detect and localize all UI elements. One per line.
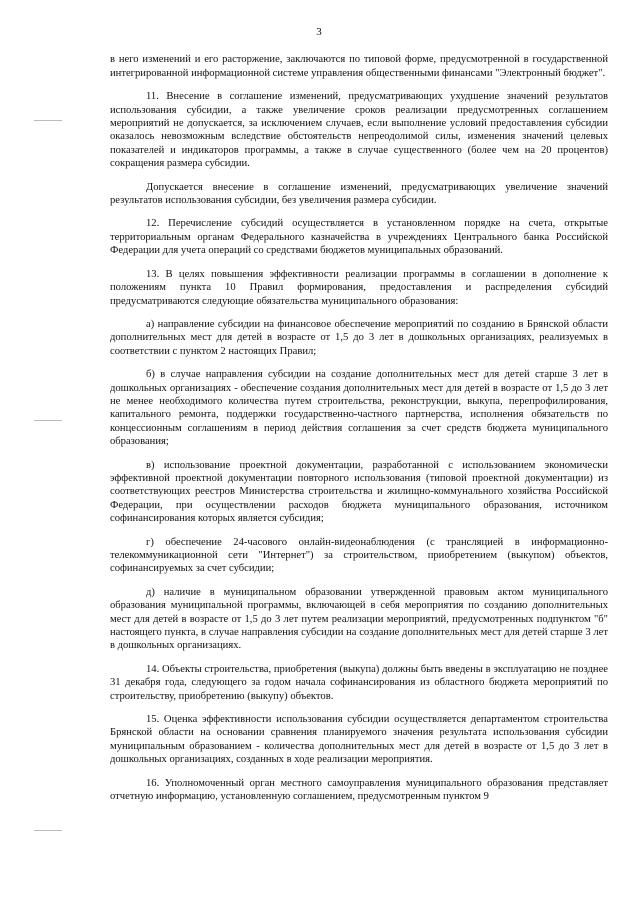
- paragraph-13-a: а) направление субсидии на финансовое обеспечение мероприятий по созданию в Брянской области дополнительных мест для детей в возрасте от 1,5 до 3 лет в дошкольных организациях, реализуемых в соответствии с пунктом 2 настоящих Правил;: [110, 318, 608, 357]
- paragraph-13: 13. В целях повышения эффективности реализации программы в соглашении в дополнение к положениям пункта 10 Правил формирования, предоставления и распределения субсидий предусматриваются следующие обязательства муниципального образования:: [110, 268, 608, 307]
- scan-margin-marks: [34, 0, 74, 905]
- page-number: 3: [316, 26, 322, 38]
- paragraph-11: 11. Внесение в соглашение изменений, предусматривающих ухудшение значений результатов использования субсидии, а также увеличение сроков реализации предусмотренных соглашением мероприятий не допускается, за исключением случаев, если выполнение условий предоставления субсидии оказалось невозможным вследствие обстоятельств непреодолимой силы, изменения значений целевых показателей и индикаторов программы, а также в случае существенного (более чем на 20 процентов) сокращения размера субсидии.: [110, 91, 608, 170]
- paragraph-14: 14. Объекты строительства, приобретения (выкупа) должны быть введены в эксплуатацию не позднее 31 декабря года, следующего за годом начала софинансирования из областного бюджета мероприятий по строительству, приобретению (выкупу) объектов.: [110, 663, 608, 702]
- paragraph-16: 16. Уполномоченный орган местного самоуправления муниципального образования представляет отчетную информацию, установленную соглашением, предусмотренным пунктом 9: [110, 777, 608, 803]
- paragraph-13-g: г) обеспечение 24-часового онлайн-видеонаблюдения (с трансляцией в информационно-телекоммуникационной сети "Интернет") за строительством, приобретением (выкупом) объектов, софинансируемых за счет субсидии;: [110, 536, 608, 575]
- paragraph-continuation: в него изменений и его расторжение, заключаются по типовой форме, предусмотренной в государственной интегрированной информационной системе управления общественными финансами "Электронный бюджет".: [110, 54, 608, 79]
- paragraph-13-d: д) наличие в муниципальном образовании утвержденной правовым актом муниципального образования муниципальной программы, включающей в себя мероприятия по созданию дополнительных мест для детей в возрасте от 1,5 до 3 лет путем реализации мероприятий, предусмотренных подпунктом "б" настоящего пункта, в случае направления субсидии на создание дополнительных мест для детей старше 3 лет в дошкольных организациях.: [110, 586, 608, 652]
- paragraph-13-b: б) в случае направления субсидии на создание дополнительных мест для детей старше 3 лет в дошкольных организациях - обеспечение создания дополнительных мест для детей в возрасте от 1,5 до 3 лет не менее необходимого количества путем строительства, реконструкции, выкупа, перепрофилирования, капитального ремонта, поддержки государственно-частного партнерства, исполнения обязательств по концессионным соглашениям в период действия соглашения за счет средств бюджета муниципального образования;: [110, 369, 608, 448]
- paragraph-12: 12. Перечисление субсидий осуществляется в установленном порядке на счета, открытые территориальным органам Федерального казначейства в учреждениях Центрального банка Российской Федерации для учета операций со средствами бюджетов муниципальных образований.: [110, 218, 608, 257]
- paragraph-15: 15. Оценка эффективности использования субсидии осуществляется департаментом строительства Брянской области на основании сравнения планируемого значения результата использования субсидии муниципальным образованием - количества дополнительных мест для детей в возрасте от 1,5 до 3 лет в дошкольных организациях, созданных в ходе реализации мероприятия.: [110, 714, 608, 766]
- paragraph-13-v: в) использование проектной документации, разработанной с использованием экономически эффективной проектной документации повторного использования (типовой проектной документации) из соответствующих реестров Министерства строительства и жилищно-коммунального хозяйства Российской Федерации, при осуществлении расходов бюджета муниципального образования, источником софинансирования которых является субсидия;: [110, 459, 608, 525]
- paragraph-11-addendum: Допускается внесение в соглашение изменений, предусматривающих увеличение значений результатов использования субсидии, без увеличения размера субсидии.: [110, 181, 608, 207]
